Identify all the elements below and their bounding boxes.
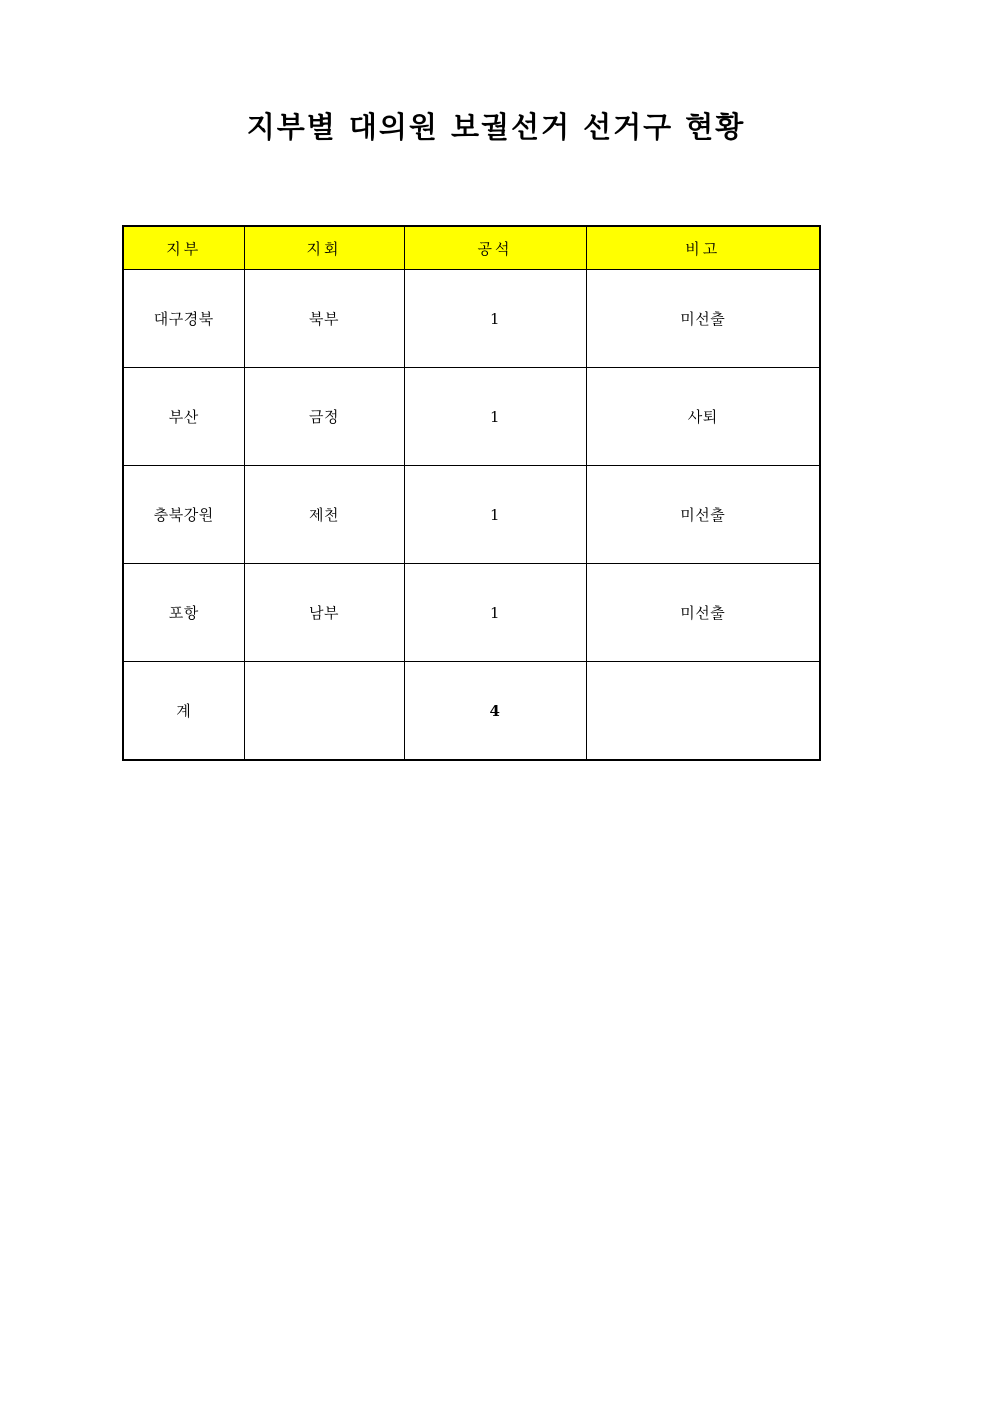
cell-branch: 포항 bbox=[123, 564, 244, 662]
cell-note: 미선출 bbox=[586, 564, 820, 662]
table-row bbox=[123, 270, 820, 368]
cell-vacancy: 1 bbox=[404, 564, 586, 662]
cell-note: 미선출 bbox=[586, 270, 820, 368]
status-table-container bbox=[122, 225, 819, 761]
cell-vacancy: 1 bbox=[404, 270, 586, 368]
cell-chapter: 북부 bbox=[244, 270, 404, 368]
cell-note: 미선출 bbox=[586, 466, 820, 564]
cell-vacancy: 1 bbox=[404, 368, 586, 466]
column-header-chapter: 지회 bbox=[244, 226, 404, 270]
table-header-row bbox=[123, 226, 820, 270]
cell-branch: 부산 bbox=[123, 368, 244, 466]
column-header-vacancy: 공석 bbox=[404, 226, 586, 270]
cell-vacancy: 1 bbox=[404, 466, 586, 564]
table-row bbox=[123, 564, 820, 662]
page-title: 지부별 대의원 보궐선거 선거구 현황 bbox=[246, 110, 746, 144]
cell-total-label: 계 bbox=[123, 662, 244, 761]
table-row bbox=[123, 368, 820, 466]
cell-chapter bbox=[244, 662, 404, 761]
cell-chapter: 남부 bbox=[244, 564, 404, 662]
table-row bbox=[123, 466, 820, 564]
table-header bbox=[123, 226, 820, 270]
cell-chapter: 금정 bbox=[244, 368, 404, 466]
cell-chapter: 제천 bbox=[244, 466, 404, 564]
status-table bbox=[122, 225, 821, 761]
cell-total-vacancy: 4 bbox=[404, 662, 586, 761]
column-header-note: 비고 bbox=[586, 226, 820, 270]
table-total-row bbox=[123, 662, 820, 761]
table-body bbox=[123, 270, 820, 761]
cell-branch: 대구경북 bbox=[123, 270, 244, 368]
column-header-branch: 지부 bbox=[123, 226, 244, 270]
cell-note bbox=[586, 662, 820, 761]
cell-note: 사퇴 bbox=[586, 368, 820, 466]
cell-branch: 충북강원 bbox=[123, 466, 244, 564]
